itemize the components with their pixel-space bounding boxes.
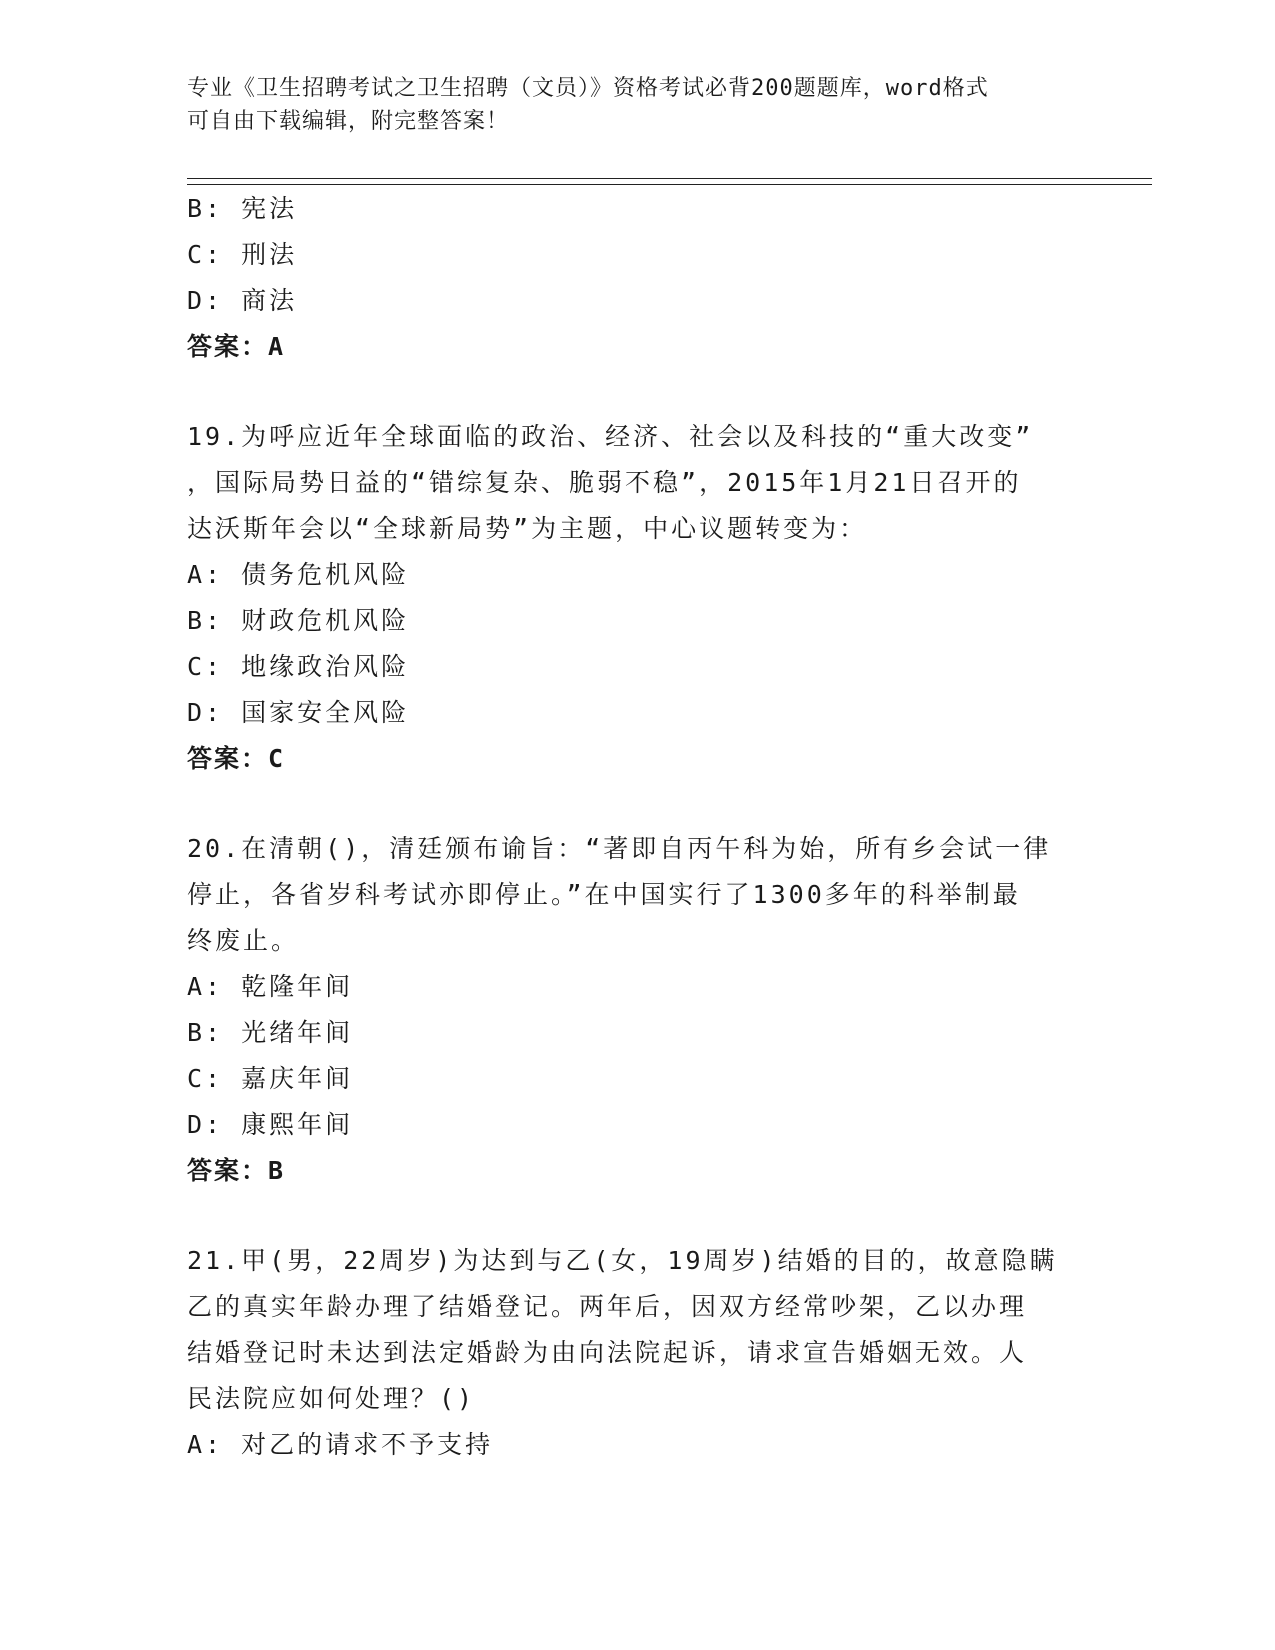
question-text-line: 乙的真实年龄办理了结婚登记。两年后，因双方经常吵架，乙以办理 [187, 1292, 1028, 1321]
spacer [187, 370, 1087, 414]
option-a: A: 对乙的请求不予支持 [187, 1430, 494, 1459]
option-c: C: 嘉庆年间 [187, 1064, 354, 1093]
question-19 [187, 414, 1087, 782]
question-text-line: 21.甲(男，22周岁)为达到与乙(女，19周岁)结婚的目的，故意隐瞒 [187, 1246, 1058, 1275]
question-text-line: 停止，各省岁科考试亦即停止。”在中国实行了1300多年的科举制最 [187, 880, 1021, 909]
question-20 [187, 826, 1087, 1194]
option-b: B: 财政危机风险 [187, 606, 410, 635]
question-text-line: ，国际局势日益的“错综复杂、脆弱不稳”，2015年1月21日召开的 [187, 468, 1022, 497]
document-header [187, 72, 1067, 138]
option-a: A: 乾隆年间 [187, 972, 354, 1001]
answer: 答案：C [187, 744, 286, 773]
spacer [187, 782, 1087, 826]
question-21 [187, 1238, 1087, 1468]
header-line-2: 可自由下载编辑，附完整答案！ [187, 109, 510, 134]
option-b: B: 光绪年间 [187, 1018, 354, 1047]
question-text-line: 20.在清朝()，清廷颁布谕旨：“著即自丙午科为始，所有乡会试一律 [187, 834, 1052, 863]
question-content [187, 186, 1087, 1468]
option-d: D: 康熙年间 [187, 1110, 354, 1139]
option-d: D: 商法 [187, 286, 298, 315]
header-divider-top [187, 178, 1152, 179]
answer: 答案：A [187, 332, 286, 361]
option-c: C: 地缘政治风险 [187, 652, 410, 681]
option-c: C: 刑法 [187, 240, 298, 269]
question-text-line: 终废止。 [187, 926, 300, 955]
option-d: D: 国家安全风险 [187, 698, 410, 727]
question-text-line: 结婚登记时未达到法定婚龄为由向法院起诉，请求宣告婚姻无效。人 [187, 1338, 1028, 1367]
question-text-line: 民法院应如何处理？() [187, 1384, 476, 1413]
question-text-line: 达沃斯年会以“全球新局势”为主题，中心议题转变为： [187, 514, 868, 543]
question-text-line: 19.为呼应近年全球面临的政治、经济、社会以及科技的“重大改变” [187, 422, 1034, 451]
answer: 答案：B [187, 1156, 286, 1185]
option-a: A: 债务危机风险 [187, 560, 410, 589]
question-18-tail [187, 186, 1087, 370]
spacer [187, 1194, 1087, 1238]
header-divider-bottom [187, 184, 1152, 185]
option-b: B: 宪法 [187, 194, 298, 223]
header-line-1: 专业《卫生招聘考试之卫生招聘（文员）》资格考试必背200题题库，word格式 [187, 76, 989, 101]
